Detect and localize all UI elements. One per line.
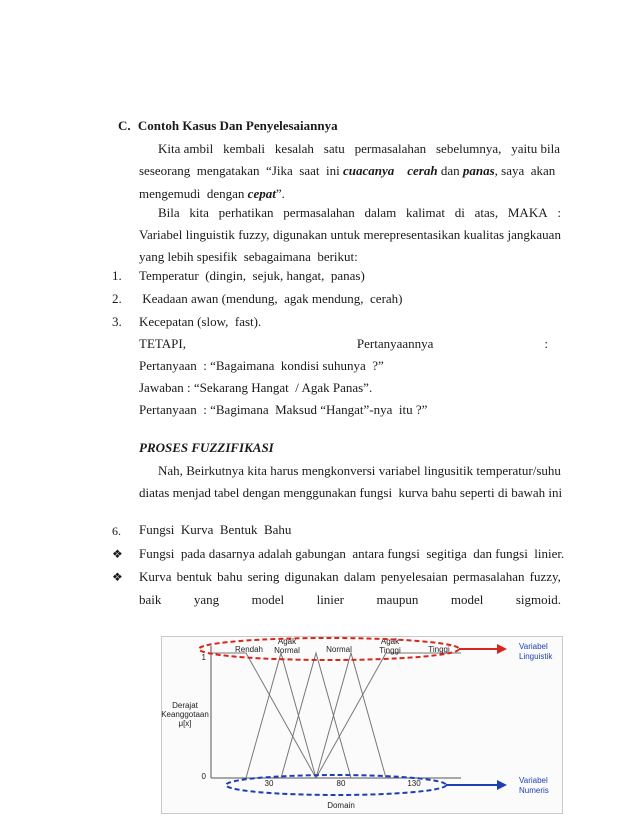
label-variabel-linguistik-1: Variabel	[519, 642, 548, 651]
proses-heading: PROSES FUZZIFIKASI	[139, 440, 274, 455]
bullet-2-line2: baik yang model linier maupun model sigmoid.	[139, 592, 561, 607]
para1-line2: seseorang mengatakan “Jika saat ini cuacanya cerah dan panas, saya akan	[139, 163, 556, 178]
y-tick-1: 1	[201, 653, 206, 662]
label-variabel-numeris-2: Numeris	[519, 786, 549, 795]
section-title: Contoh Kasus Dan Penyelesaiannya	[137, 118, 338, 133]
y-label-1: Derajat	[172, 701, 198, 710]
label-normal: Normal	[326, 645, 352, 654]
label-variabel-numeris-1: Variabel	[519, 776, 548, 785]
x-tick-30: 30	[264, 779, 274, 788]
qa-question-2: Pertanyaan : “Bagimana Maksud “Hangat”-nya itu ?”	[139, 402, 428, 417]
y-label-2: Keanggotaan	[161, 710, 209, 719]
para2-line1: Bila kita perhatikan permasalahan dalam kalimat di atas, MAKA :	[158, 205, 561, 220]
diamond-bullet-icon: ❖	[112, 547, 123, 561]
para1-line1: Kita ambil kembali kesalah satu permasalahan sebelumnya, yaitu bila	[158, 141, 560, 156]
section-letter: C.	[118, 118, 131, 133]
kurva-number: 6.	[112, 524, 121, 538]
label-agak-tinggi-1: Agak	[380, 637, 400, 646]
para2-line2: Variabel linguistik fuzzy, digunakan untuk merepresentasikan kualitas jangkauan	[139, 227, 561, 242]
diamond-bullet-icon: ❖	[112, 570, 123, 584]
qa-answer: Jawaban : “Sekarang Hangat / Agak Panas”.	[139, 380, 373, 395]
bullet-2-line1: Kurva bentuk bahu sering digunakan dalam penyelesaian permasalahan fuzzy,	[139, 569, 561, 584]
bullet-1: Fungsi pada dasarnya adalah gabungan antara fungsi segitiga dan fungsi linier.	[139, 546, 565, 561]
qa-question-1: Pertanyaan : “Bagaimana kondisi suhunya ?”	[139, 358, 384, 373]
label-agak-normal-2: Normal	[274, 646, 300, 655]
label-rendah: Rendah	[234, 645, 264, 654]
tetapi-line: TETAPI, Pertanyaannya :	[139, 336, 548, 351]
label-agak-tinggi-2: Tinggi	[379, 646, 401, 655]
kurva-heading: Fungsi Kurva Bentuk Bahu	[139, 522, 292, 537]
proses-line2: diatas menjad tabel dengan menggunakan fungsi kurva bahu seperti di bawah ini	[139, 485, 563, 500]
shoulder-curve-figure	[161, 636, 563, 814]
label-agak-normal-1: Agak	[277, 637, 297, 646]
x-axis-label-domain: Domain	[327, 801, 355, 810]
y-label-3: μ[x]	[178, 719, 192, 728]
para2-line3: yang lebih spesifik sebagaimana berikut:	[139, 249, 358, 264]
label-tinggi: Tinggi	[428, 645, 450, 654]
para1-line3: mengemudi dengan cepat”.	[139, 186, 285, 201]
x-tick-80: 80	[336, 779, 346, 788]
proses-line1: Nah, Beirkutnya kita harus mengkonversi variabel lingusitik temperatur/suhu	[158, 463, 561, 478]
label-variabel-linguistik-2: Linguistik	[519, 652, 553, 661]
y-tick-0: 0	[201, 772, 206, 781]
x-tick-130: 130	[407, 779, 421, 788]
